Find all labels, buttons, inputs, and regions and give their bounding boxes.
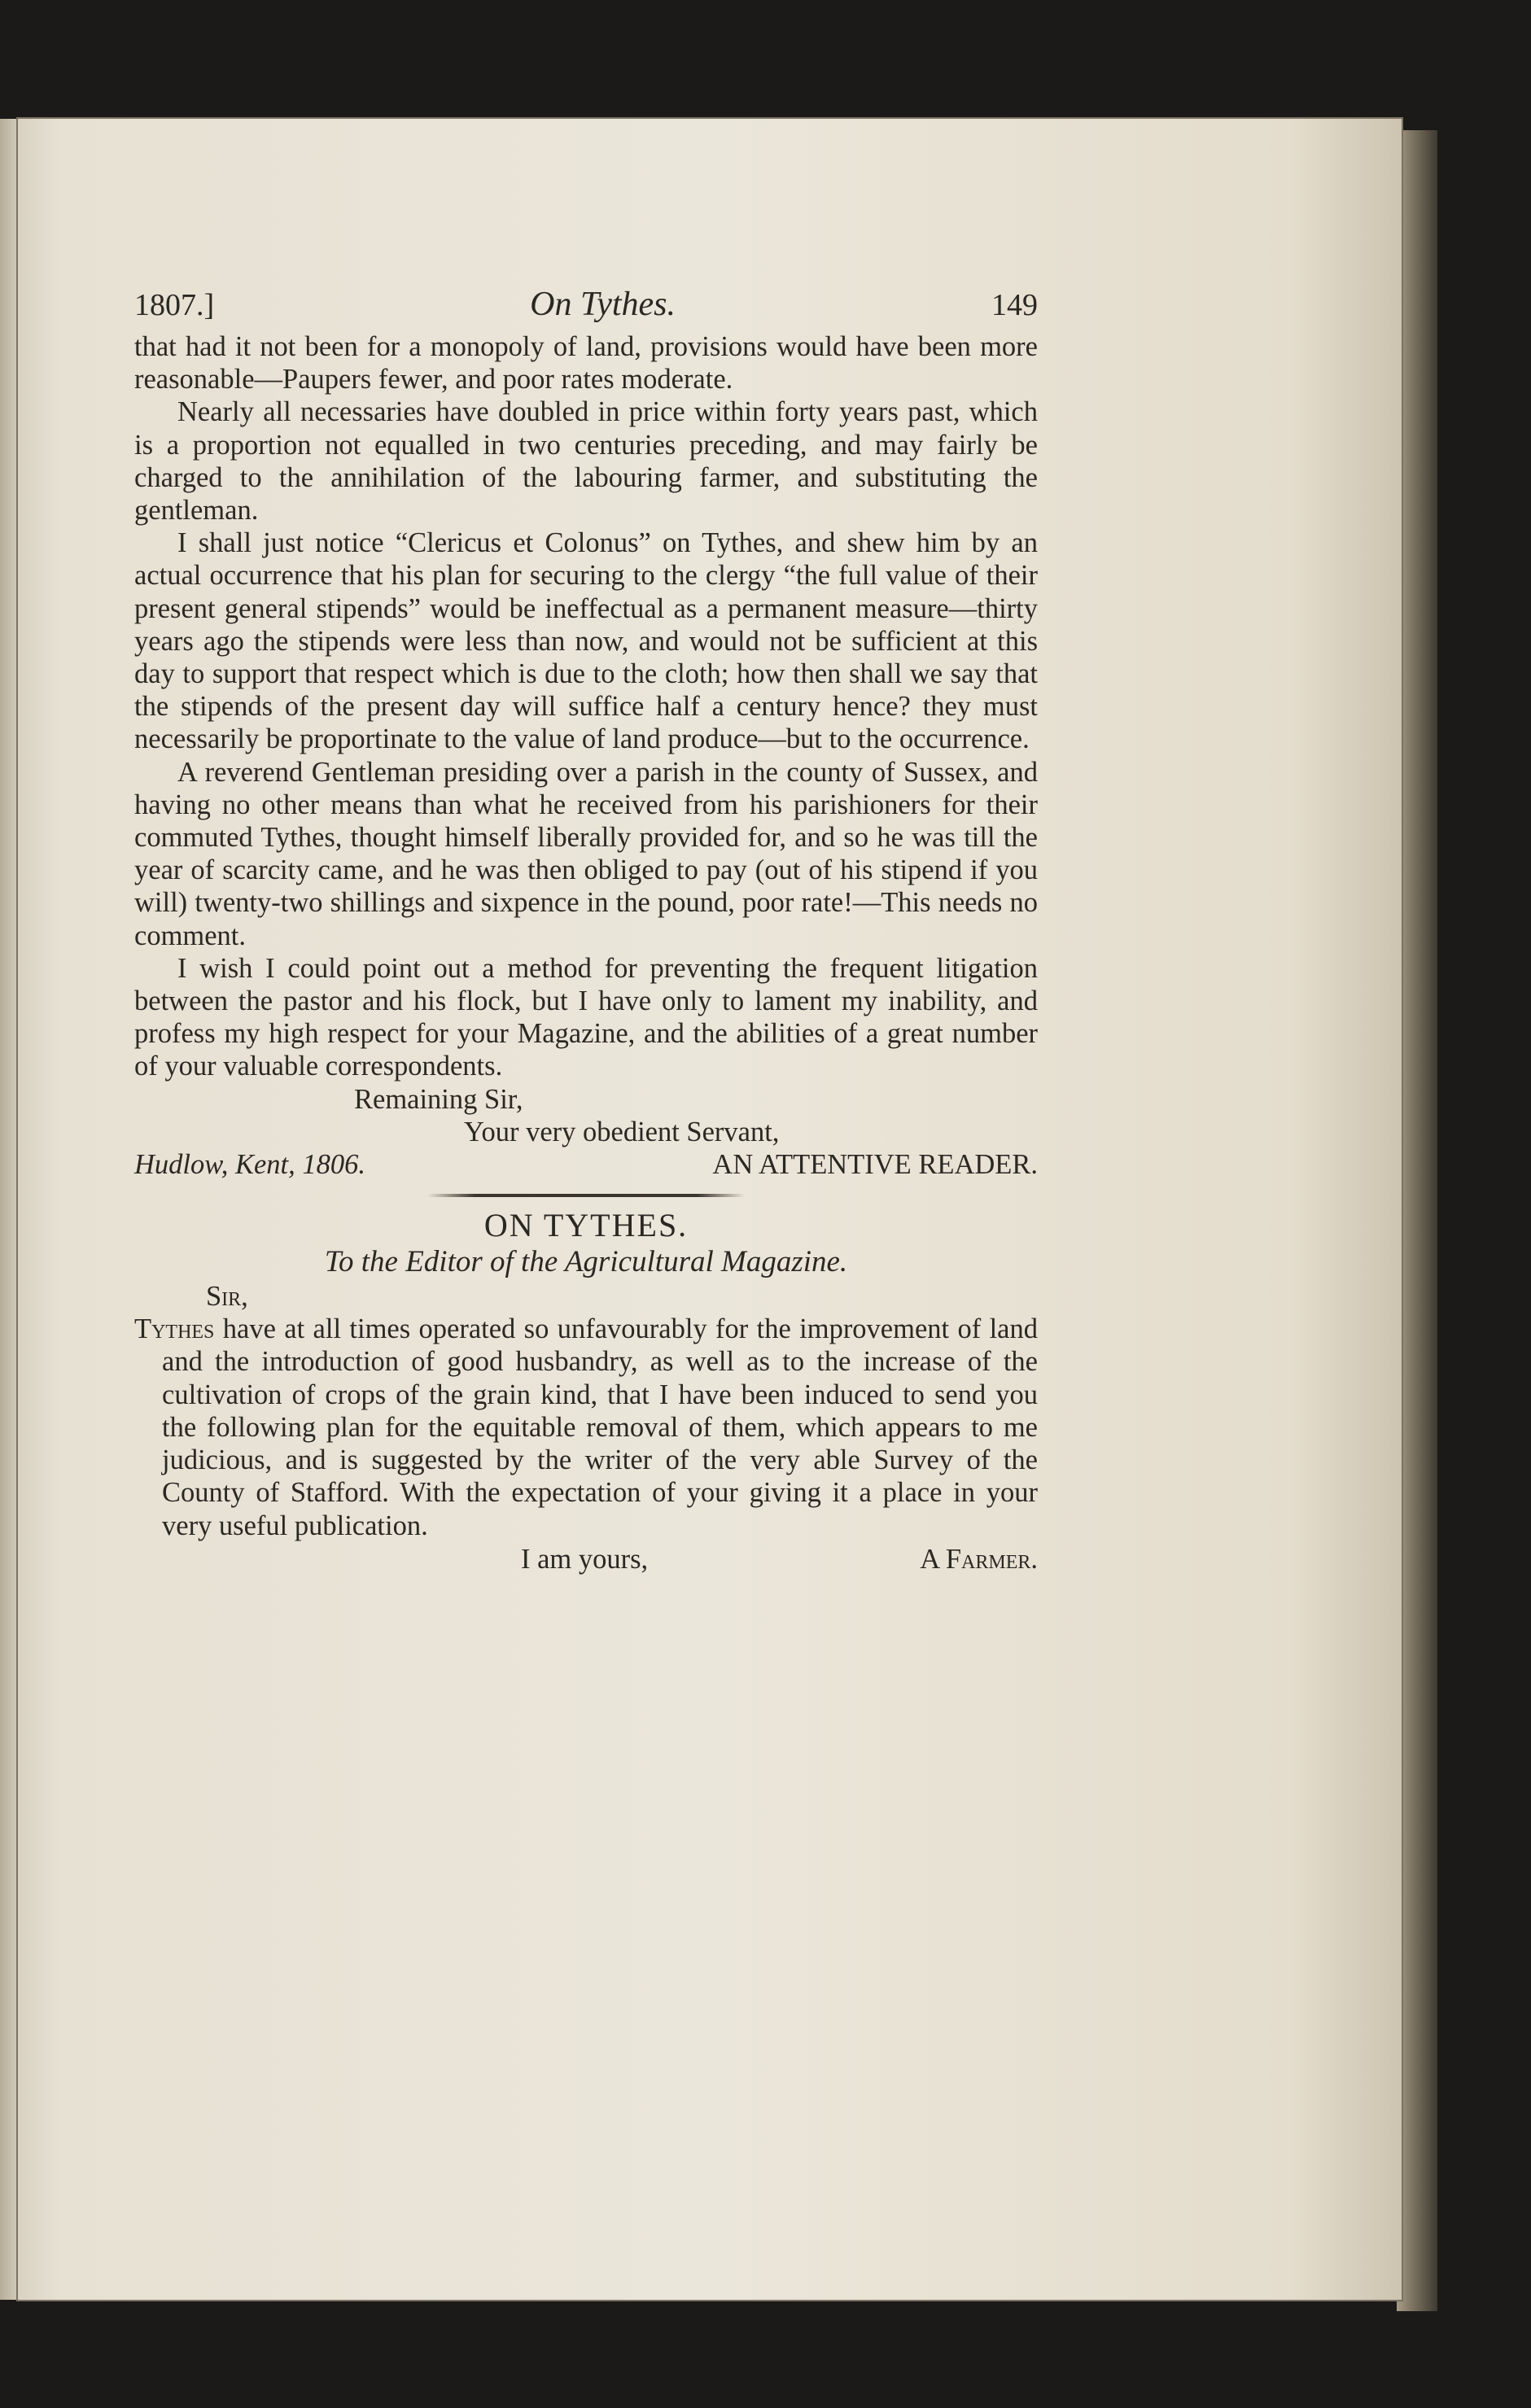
letter2-first-word: Tythes xyxy=(134,1313,215,1345)
to-editor-line: To the Editor of the Agricultural Magazine. xyxy=(324,1245,848,1279)
letter-closing xyxy=(134,1083,1038,1182)
paragraph-2: Nearly all necessaries have doubled in price within forty years past, which is a proportion not equalled in two centuries preceding, and may fairly be charged to the annihilation of the labouring farmer, and substituting the gentleman. xyxy=(134,396,1038,527)
header-title: On Tythes. xyxy=(530,286,676,323)
running-head xyxy=(134,285,1038,324)
closing-remaining: Remaining Sir, xyxy=(354,1083,523,1115)
salutation: Sir, xyxy=(206,1281,248,1313)
closing-servant: Your very obedient Servant, xyxy=(464,1116,780,1147)
page-number: 149 xyxy=(991,288,1038,322)
signoff-yours: I am yours, xyxy=(521,1543,649,1575)
paragraph-1: that had it not been for a monopoly of land, provisions would have been more reasonable—Paupers fewer, and poor rates moderate. xyxy=(134,331,1038,396)
closing-signature-line xyxy=(134,1148,1038,1181)
header-year: 1807.] xyxy=(134,288,215,322)
letter2-body xyxy=(134,1313,1038,1541)
page-edge xyxy=(1397,130,1437,2311)
closing-signature: AN ATTENTIVE READER. xyxy=(712,1149,1038,1181)
letter2-signoff xyxy=(134,1542,1038,1576)
closing-place-date: Hudlow, Kent, 1806. xyxy=(134,1149,365,1181)
paragraph-3: I shall just notice “Clericus et Colonus” on Tythes, and shew him by an actual occurrence that his plan for securing to the clergy “the full value of their present general stipends” would be ineffectual as a permanent measure—thirty years ago the stipends were less than now, and would not be sufficient at this day to support that respect which is due to the cloth; how then shall we say that the stipends of the present day will suffice half a century hence? they must necessarily be proportinate to the value of land produce—but to the occurrence. xyxy=(134,527,1038,755)
paragraph-5: I wish I could point out a method for preventing the frequent litigation between the pastor and his flock, but I have only to lament my inability, and profess my high respect for your Magazine, and the abilities of a great number of your valuable correspondents. xyxy=(134,952,1038,1082)
section-divider xyxy=(427,1194,745,1197)
section-heading: ON TYTHES. xyxy=(483,1207,689,1244)
page-content xyxy=(134,285,1038,1576)
signoff-farmer: A Farmer. xyxy=(920,1543,1038,1575)
paragraph-4: A reverend Gentleman presiding over a parish in the county of Sussex, and having no other means than what he received from his parishioners for their commuted Tythes, thought himself liberally provided for, and so he was till the year of scarcity came, and he was then obliged to pay (out of his stipend if you will) twenty-two shillings and sixpence in the pound, poor rate!—This needs no comment. xyxy=(134,756,1038,951)
letter2-body-text: have at all times operated so unfavourably for the improvement of land and the introduction of good husbandry, as well as to the increase of the cultivation of crops of the grain kind, that I have been induced to send you the following plan for the equitable removal of them, which appears to me judicious, and is suggested by the writer of the very able Survey of the County of Stafford. With the expectation of your giving it a place in your very useful publication. xyxy=(162,1313,1038,1541)
